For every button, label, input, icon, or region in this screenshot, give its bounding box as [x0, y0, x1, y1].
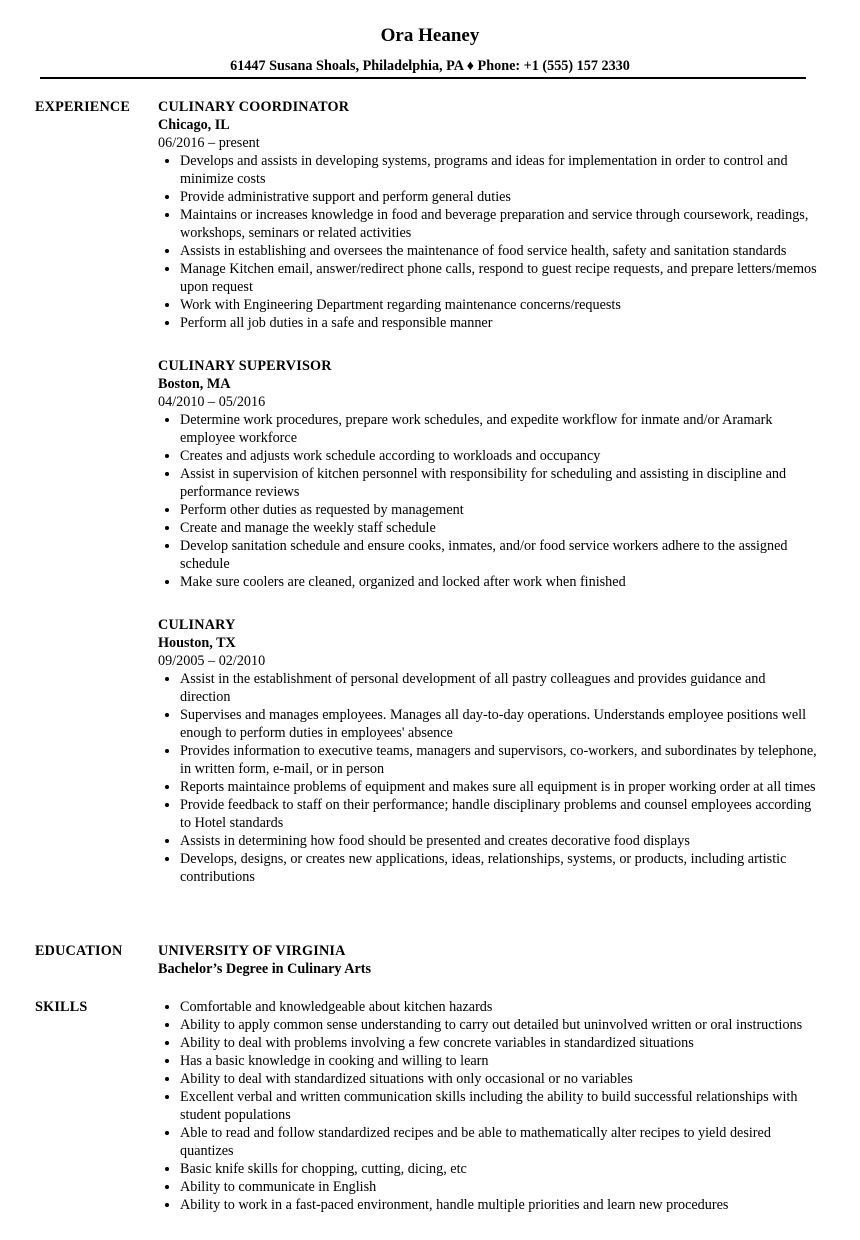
- experience-list: [158, 98, 818, 911]
- skill-item: • Ability to communicate in English: [180, 1178, 818, 1196]
- duty-item: • Assists in establishing and oversees the maintenance of food service health, safety and sanitation standards: [180, 242, 818, 260]
- skill-item: • Ability to apply common sense understanding to carry out detailed but uninvolved written or oral instructions: [180, 1016, 818, 1034]
- duty-item: • Provide feedback to staff on their performance; handle disciplinary problems and counsel employees according to Hotel standards: [180, 796, 818, 832]
- job-title: CULINARY SUPERVISOR: [158, 358, 332, 374]
- job-duties: [158, 670, 818, 886]
- duty-item: • Work with Engineering Department regarding maintenance concerns/requests: [180, 296, 818, 314]
- degree-name: Bachelor’s Degree in Culinary Arts: [158, 961, 372, 977]
- education-heading: EDUCATION: [35, 943, 123, 959]
- duty-item: • Assist in the establishment of personal development of all pastry colleagues and provides guidance and direction: [180, 670, 818, 706]
- skills-bullets: [158, 998, 818, 1214]
- job-title: CULINARY COORDINATOR: [158, 99, 350, 115]
- duty-item: • Create and manage the weekly staff schedule: [180, 519, 818, 537]
- duty-item: • Reports maintaince problems of equipment and makes sure all equipment is in proper working order at all times: [180, 778, 818, 796]
- duty-item: • Creates and adjusts work schedule according to workloads and occupancy: [180, 447, 818, 465]
- skill-item: • Basic knife skills for chopping, cutting, dicing, etc: [180, 1160, 818, 1178]
- skills-heading: SKILLS: [35, 999, 88, 1015]
- job-dates: 09/2005 – 02/2010: [158, 653, 266, 669]
- job-duties: [158, 411, 818, 591]
- skill-item: • Excellent verbal and written communication skills including the ability to build successful relationships with student populations: [180, 1088, 818, 1124]
- job-entry: [158, 98, 818, 332]
- contact-line: 61447 Susana Shoals, Philadelphia, PA ♦ Phone: +1 (555) 157 2330: [230, 58, 630, 74]
- skill-item: • Able to read and follow standardized recipes and be able to mathematically alter recipes to yield desired quantizes: [180, 1124, 818, 1160]
- duty-item: • Supervises and manages employees. Manages all day-to-day operations. Understands employee positions well enough to perform duties in employees' absence: [180, 706, 818, 742]
- skill-item: • Has a basic knowledge in cooking and willing to learn: [180, 1052, 818, 1070]
- duty-item: • Provides information to executive teams, managers and supervisors, co-workers, and subordinates by telephone, in written form, e-mail, or in person: [180, 742, 818, 778]
- duty-item: • Perform all job duties in a safe and responsible manner: [180, 314, 818, 332]
- job-title: CULINARY: [158, 617, 236, 633]
- job-entry: [158, 616, 818, 886]
- education-entry: [158, 942, 818, 978]
- duty-item: • Develops, designs, or creates new applications, ideas, relationships, systems, or products, including artistic contributions: [180, 850, 818, 886]
- duty-item: • Perform other duties as requested by management: [180, 501, 818, 519]
- skill-item: • Comfortable and knowledgeable about kitchen hazards: [180, 998, 818, 1016]
- job-entry: [158, 357, 818, 591]
- job-location: Houston, TX: [158, 635, 236, 651]
- duty-item: • Develops and assists in developing systems, programs and ideas for implementation in order to control and minimize costs: [180, 152, 818, 188]
- header-divider: [40, 77, 806, 79]
- job-location: Boston, MA: [158, 376, 231, 392]
- school-name: UNIVERSITY OF VIRGINIA: [158, 943, 346, 959]
- skill-item: • Ability to deal with problems involving a few concrete variables in standardized situations: [180, 1034, 818, 1052]
- resume-header: [0, 0, 860, 75]
- duty-item: • Manage Kitchen email, answer/redirect phone calls, respond to guest recipe requests, and prepare letters/memos upon request: [180, 260, 818, 296]
- duty-item: • Determine work procedures, prepare work schedules, and expedite workflow for inmate and/or Aramark employee workforce: [180, 411, 818, 447]
- skill-item: • Ability to deal with standardized situations with only occasional or no variables: [180, 1070, 818, 1088]
- job-duties: [158, 152, 818, 332]
- duty-item: • Maintains or increases knowledge in food and beverage preparation and service through coursework, readings, workshops, seminars or related activities: [180, 206, 818, 242]
- duty-item: • Assist in supervision of kitchen personnel with responsibility for scheduling and assisting in discipline and performance reviews: [180, 465, 818, 501]
- duty-item: • Develop sanitation schedule and ensure cooks, inmates, and/or food service workers adhere to the assigned schedule: [180, 537, 818, 573]
- duty-item: • Provide administrative support and perform general duties: [180, 188, 818, 206]
- candidate-name: Ora Heaney: [380, 25, 480, 46]
- job-dates: 06/2016 – present: [158, 135, 260, 151]
- experience-heading: EXPERIENCE: [35, 99, 131, 115]
- skills-list: [158, 998, 818, 1214]
- job-location: Chicago, IL: [158, 117, 230, 133]
- skill-item: • Ability to work in a fast-paced environment, handle multiple priorities and learn new procedures: [180, 1196, 818, 1214]
- job-dates: 04/2010 – 05/2016: [158, 394, 266, 410]
- duty-item: • Make sure coolers are cleaned, organized and locked after work when finished: [180, 573, 818, 591]
- duty-item: • Assists in determining how food should be presented and creates decorative food displays: [180, 832, 818, 850]
